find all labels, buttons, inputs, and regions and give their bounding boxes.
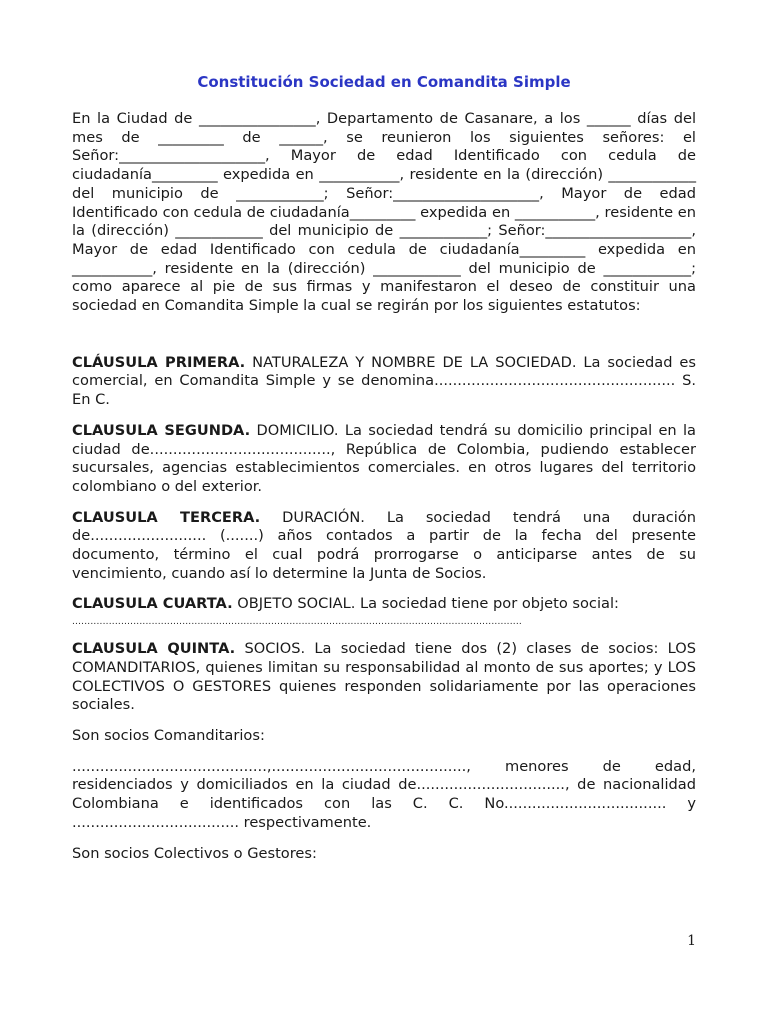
clause-cuarta-heading: CLAUSULA CUARTA. — [72, 595, 233, 613]
document-title: Constitución Sociedad en Comandita Simple — [197, 73, 571, 91]
intro-paragraph: En la Ciudad de ________________, Departamento de Casanare, a los ______ días del mes de _________ de ______, se reunieron los siguientes señores: el Señor:____________________, Mayor de edad Identificado con cedula de ciudadanía_________ expedida en ___________, residente en la (dirección) ____________ del municipio de ____________; Señor:____________________, Mayor de edad Identificado con cedula de ciudadanía_________ expedida en ___________, residente en la (dirección) ____________ del municipio de ____________; Señor:____________________, Mayor de edad Identificado con cedula de ciudadanía_________ expedida en ___________, residente en la (dirección) ____________ del municipio de ____________; como aparece al pie de sus firmas y manifestaron el deseo de constituir una sociedad en Comandita Simple la cual se regirán por los siguientes estatutos: — [72, 110, 696, 315]
clause-tercera-text: DURACIÓN. La sociedad tendrá una duración de......................... (.......) años contados a partir de la fecha del presente documento, término el cual podrá prorrogarse o anticiparse antes de su vencimiento, cuando así lo determine la Junta de Socios. — [72, 508, 696, 582]
comanditarios-text: ..........................................,.........................................., menores de edad, residenciados y domiciliados en la ciudad de................................, de nacionalidad Colombiana e identificados con las C. C. No................................... y .................................... respectivamente. — [72, 757, 696, 831]
clause-segunda — [72, 422, 696, 497]
clause-quinta-heading: CLAUSULA QUINTA. — [72, 640, 236, 658]
clause-primera — [72, 354, 696, 410]
document-page — [72, 72, 696, 875]
clause-primera-text: NATURALEZA Y NOMBRE DE LA SOCIEDAD. La sociedad es comercial, en Comandita Simple y se denomina.................................................... S. En C. — [72, 353, 696, 409]
clause-quinta-text: SOCIOS. La sociedad tiene dos (2) clases de socios: LOS COMANDITARIOS, quienes limitan su responsabilidad al monto de sus aportes; y LOS COLECTIVOS O GESTORES quienes responden solidariamente por las operaciones sociales. — [72, 640, 696, 714]
clause-quinta — [72, 640, 696, 715]
clause-tercera — [72, 509, 696, 584]
page-number: 1 — [687, 933, 696, 949]
clause-cuarta-text: OBJETO SOCIAL. La sociedad tiene por objeto social: — [232, 595, 619, 613]
clause-tercera-heading: CLAUSULA TERCERA. — [72, 508, 261, 526]
clause-cuarta — [72, 595, 696, 628]
clause-segunda-text: DOMICILIO. La sociedad tendrá su domicilio principal en la ciudad de......................................., República de Colombia, pudiendo establecer sucursales, agencias establecimientos comerciales. en otros lugares del territorio colombiano o del exterior. — [72, 421, 696, 495]
clause-cuarta-dots: ................................................................................................................................................... — [72, 617, 522, 628]
gestores-label: Son socios Colectivos o Gestores: — [72, 844, 317, 862]
comanditarios-label: Son socios Comanditarios: — [72, 726, 265, 744]
clause-segunda-heading: CLAUSULA SEGUNDA. — [72, 421, 251, 439]
clause-primera-heading: CLÁUSULA PRIMERA. — [72, 353, 246, 371]
